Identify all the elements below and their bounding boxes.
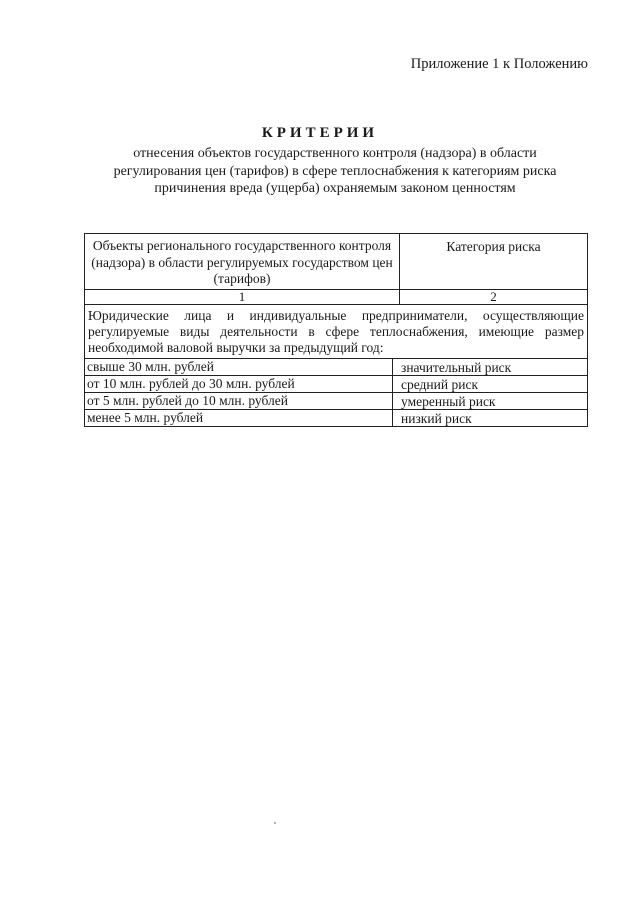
risk-category: умеренный риск <box>401 394 496 409</box>
criteria-table <box>84 233 588 427</box>
table-row <box>84 359 588 376</box>
revenue-range: менее 5 млн. рублей <box>85 410 393 426</box>
column-number-1: 1 <box>85 290 400 304</box>
revenue-range: от 5 млн. рублей до 10 млн. рублей <box>85 393 393 409</box>
document-title: КРИТЕРИИ <box>261 125 379 141</box>
table-row <box>84 410 588 427</box>
header-risk-category: Категория риска <box>446 239 541 254</box>
document-subtitle: отнесения объектов государственного контроля (надзора) в области регулирования цен (тарифов) в сфере теплоснабжения к категориям риска причинения вреда (ущерба) охраняемым законом ценностям <box>113 146 557 196</box>
column-number-2: 2 <box>490 289 497 304</box>
table-row <box>84 393 588 410</box>
table-row <box>84 376 588 393</box>
table-number-row <box>84 290 588 305</box>
scan-speck <box>274 822 276 824</box>
risk-category: значительный риск <box>401 360 512 375</box>
risk-category: средний риск <box>401 377 478 392</box>
header-objects: Объекты регионального государственного контроля (надзора) в области регулируемых государством цен (тарифов) <box>85 234 400 289</box>
table-header-row <box>84 233 588 290</box>
revenue-range: от 10 млн. рублей до 30 млн. рублей <box>85 376 393 392</box>
table-description-row: Юридические лица и индивидуальные предприниматели, осуществляющие регулируемые виды деятельности в сфере теплоснабжения, имеющие размер необходимой валовой выручки за предыдущий год: <box>84 305 588 359</box>
risk-category: низкий риск <box>401 411 472 426</box>
revenue-range: свыше 30 млн. рублей <box>85 359 393 375</box>
appendix-label: Приложение 1 к Положению <box>410 56 588 72</box>
